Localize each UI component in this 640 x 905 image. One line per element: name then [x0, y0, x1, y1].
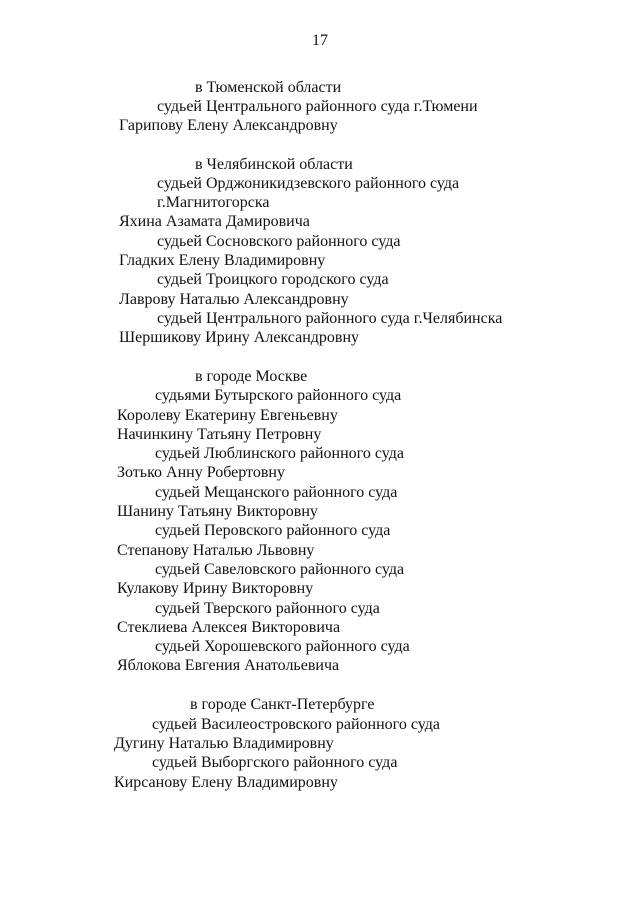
judge-name: Яхина Азамата Дамировича	[119, 213, 310, 230]
judge-name: Стеклиева Алексея Викторовича	[117, 619, 341, 636]
court-line: судьей Савеловского районного суда	[155, 561, 405, 578]
judge-name: Гладких Елену Владимировну	[119, 252, 326, 269]
judge-name: Шершикову Ирину Александровну	[119, 329, 360, 346]
page-number: 17	[312, 32, 328, 49]
court-line: судьей Орджоникидзевского районного суда	[157, 175, 460, 192]
court-line: судьей Василеостровского районного суда	[152, 716, 440, 733]
court-line: судьей Мещанского районного суда	[155, 484, 398, 501]
judge-name: Кулакову Ирину Викторовну	[117, 580, 314, 597]
court-line: судьей Люблинского районного суда	[155, 445, 404, 462]
judge-name: Лаврову Наталью Александровну	[119, 291, 349, 308]
region-heading: в Челябинской области	[195, 156, 353, 173]
judge-name: Яблокова Евгения Анатольевича	[117, 657, 340, 674]
court-line: судьей Центрального районного суда г.Челябинска	[157, 310, 503, 327]
court-line: судьей Троицкого городского суда	[157, 271, 389, 288]
court-line: судьей Тверского районного суда	[155, 600, 380, 617]
court-line: г.Магнитогорска	[157, 194, 270, 211]
region-heading: в городе Санкт-Петербурге	[190, 696, 375, 713]
judge-name: Гарипову Елену Александровну	[119, 117, 338, 134]
court-line: судьей Сосновского районного суда	[157, 233, 401, 250]
region-heading: в Тюменской области	[195, 79, 342, 96]
court-line: судьей Хорошевского районного суда	[155, 638, 410, 655]
judge-name: Королеву Екатерину Евгеньевну	[117, 407, 338, 424]
judge-name: Кирсанову Елену Владимировну	[114, 774, 338, 791]
judge-name: Шанину Татьяну Викторовну	[117, 503, 318, 520]
judge-name: Дугину Наталью Владимировну	[114, 735, 334, 752]
court-line: судьями Бутырского районного суда	[155, 387, 402, 404]
judge-name: Зотько Анну Робертовну	[117, 464, 285, 481]
court-line: судьей Выборгского районного суда	[152, 754, 398, 771]
judge-name: Степанову Наталью Львовну	[117, 542, 315, 559]
judge-name: Начинкину Татьяну Петровну	[117, 426, 322, 443]
court-line: судьей Перовского районного суда	[155, 522, 391, 539]
court-line: судьей Центрального районного суда г.Тюмени	[157, 98, 478, 115]
region-heading: в городе Москве	[195, 368, 308, 385]
